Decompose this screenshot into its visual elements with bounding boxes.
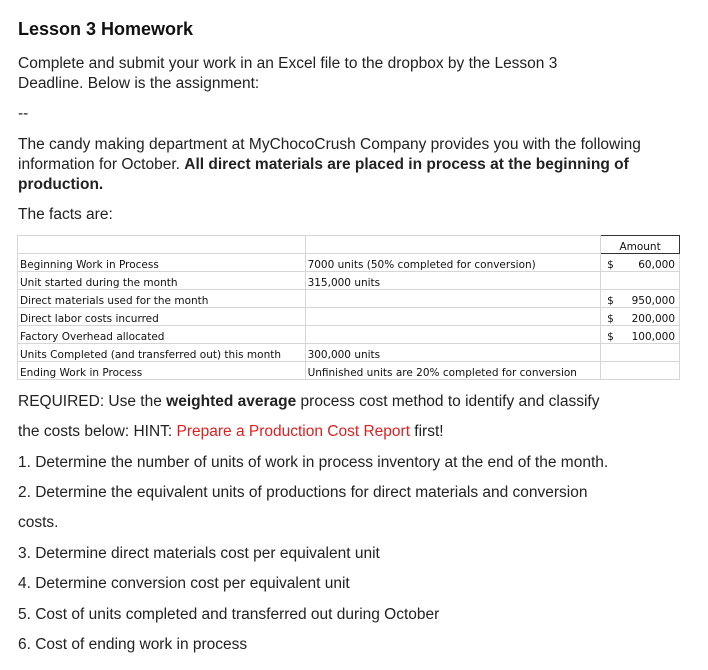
facts-label: The facts are: — [18, 206, 113, 223]
currency-symbol: $ — [607, 295, 614, 307]
required-suffix: process cost method to identify and classify — [296, 393, 600, 410]
table-row — [18, 344, 680, 362]
hint-prefix: the costs below: HINT: — [18, 423, 177, 440]
row-amount-cell — [601, 272, 680, 290]
row-amount-cell — [601, 308, 680, 326]
page-title: Lesson 3 Homework — [18, 19, 194, 39]
hint-link[interactable]: Prepare a Production Cost Report — [176, 423, 410, 440]
table-row — [18, 326, 680, 344]
table-cell — [305, 236, 601, 254]
currency-symbol: $ — [607, 313, 614, 325]
row-amount: 950,000 — [631, 295, 675, 307]
row-detail: 315,000 units — [305, 272, 601, 290]
hint-suffix: first! — [410, 423, 444, 440]
table-row — [18, 308, 680, 326]
question-6: 6. Cost of ending work in process — [18, 636, 248, 653]
currency-symbol: $ — [607, 259, 614, 271]
separator: -- — [18, 105, 29, 122]
table-row — [18, 290, 680, 308]
amount-header: Amount — [601, 236, 680, 254]
row-label: Beginning Work in Process — [18, 254, 306, 272]
row-label: Units Completed (and transferred out) this month — [18, 344, 306, 362]
row-amount-cell — [601, 326, 680, 344]
row-detail: 7000 units (50% completed for conversion) — [305, 254, 601, 272]
row-label: Factory Overhead allocated — [18, 326, 306, 344]
facts-table — [17, 235, 680, 380]
table-cell — [18, 236, 306, 254]
row-detail — [305, 326, 601, 344]
required-prefix: REQUIRED: Use the — [18, 393, 167, 410]
row-detail — [305, 290, 601, 308]
required-line-1 — [18, 392, 678, 412]
row-amount: 200,000 — [631, 313, 675, 325]
table-header-row — [18, 236, 680, 254]
table-row — [18, 362, 680, 380]
question-2: 2. Determine the equivalent units of productions for direct materials and conversion — [18, 484, 588, 501]
currency-symbol: $ — [607, 331, 614, 343]
required-method: weighted average — [166, 393, 297, 410]
row-amount-cell — [601, 254, 680, 272]
table-row — [18, 254, 680, 272]
scenario-bold-text: All direct materials are placed in process at the beginning of production. — [18, 156, 629, 193]
scenario-paragraph — [18, 135, 658, 195]
row-detail: 300,000 units — [305, 344, 601, 362]
row-amount-cell — [601, 290, 680, 308]
question-4: 4. Determine conversion cost per equivalent unit — [18, 575, 350, 592]
row-amount-cell — [601, 362, 680, 380]
row-label: Unit started during the month — [18, 272, 306, 290]
row-detail: Unfinished units are 20% completed for conversion — [305, 362, 601, 380]
row-amount-cell — [601, 344, 680, 362]
row-label: Direct materials used for the month — [18, 290, 306, 308]
question-2-continued: costs. — [18, 514, 59, 531]
question-5: 5. Cost of units completed and transferred out during October — [18, 606, 440, 623]
scenario-text: The candy making department at MyChocoCrush Company provides you with the following information for October. — [18, 136, 641, 173]
row-amount: 100,000 — [631, 331, 675, 343]
row-label: Direct labor costs incurred — [18, 308, 306, 326]
intro-paragraph: Complete and submit your work in an Excel file to the dropbox by the Lesson 3 Deadline. Below is the assignment: — [18, 55, 558, 92]
question-1: 1. Determine the number of units of work in process inventory at the end of the month. — [18, 454, 609, 471]
question-3: 3. Determine direct materials cost per equivalent unit — [18, 545, 380, 562]
row-detail — [305, 308, 601, 326]
row-amount: 60,000 — [638, 259, 675, 271]
required-line-2 — [18, 422, 678, 442]
row-label: Ending Work in Process — [18, 362, 306, 380]
table-row — [18, 272, 680, 290]
